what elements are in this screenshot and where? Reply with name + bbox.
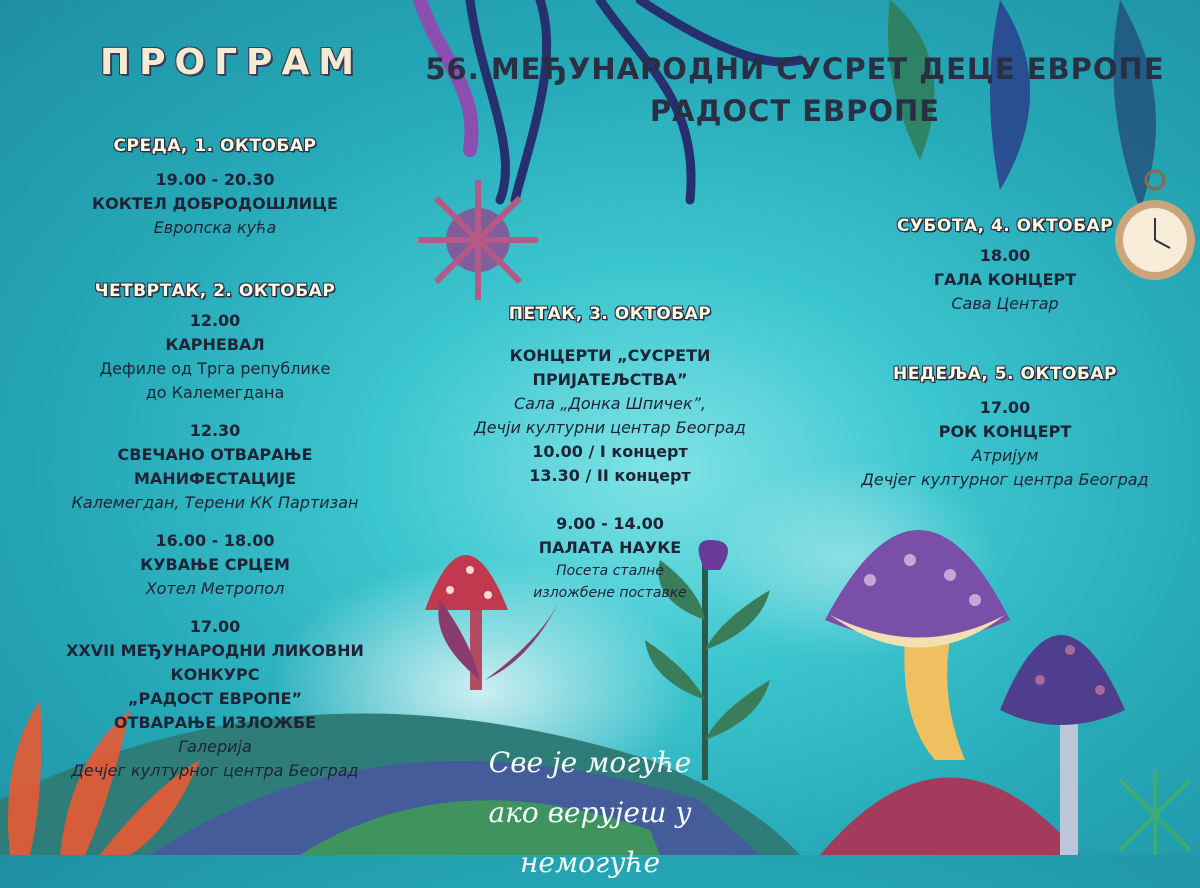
day-label: НЕДЕЉА, 5. ОКТОБАР bbox=[893, 364, 1117, 384]
event-detail: до Калемегдана bbox=[145, 383, 285, 402]
friday-block bbox=[445, 302, 775, 604]
event-venue: Дечјег културног центра Београд bbox=[71, 761, 359, 780]
event-name: КАРНЕВАЛ bbox=[165, 335, 265, 354]
event-name: КОКТЕЛ ДОБРОДОШЛИЦЕ bbox=[92, 194, 338, 213]
event-venue: Посета сталне bbox=[556, 563, 664, 579]
event-venue: Хотел Метропол bbox=[145, 579, 285, 598]
event-name: „РАДОСТ ЕВРОПЕ” bbox=[128, 689, 302, 708]
event-title-line: РАДОСТ ЕВРОПЕ bbox=[649, 94, 941, 128]
event-venue: Сала „Донка Шпичек”, bbox=[514, 394, 706, 413]
event-time: 9.00 - 14.00 bbox=[556, 514, 664, 533]
day-label: ЧЕТВРТАК, 2. ОКТОБАР bbox=[94, 281, 336, 301]
event-name: ГАЛА КОНЦЕРТ bbox=[933, 270, 1077, 289]
event-venue: Калемегдан, Терени КК Партизан bbox=[71, 493, 359, 512]
event-time: 17.00 bbox=[189, 617, 241, 636]
event-venue: изложбене поставке bbox=[533, 585, 687, 601]
slogan-line: Све је могуће bbox=[488, 746, 692, 779]
event-time: 13.30 / II концерт bbox=[529, 466, 691, 485]
event-title-line: 56. МЕЂУНАРОДНИ СУСРЕТ ДЕЦЕ ЕВРОПЕ bbox=[425, 52, 1165, 86]
event-detail: Дефиле од Трга републике bbox=[99, 359, 331, 378]
event-name: КУВАЊЕ СРЦЕМ bbox=[140, 555, 290, 574]
sun-flower bbox=[418, 180, 538, 300]
event-name: ПАЛАТА НАУКЕ bbox=[538, 538, 682, 557]
event-time: 18.00 bbox=[979, 246, 1031, 265]
event-venue: Сава Центар bbox=[951, 294, 1059, 313]
day-label: СРЕДА, 1. ОКТОБАР bbox=[113, 136, 317, 156]
event-name: СВЕЧАНО ОТВАРАЊЕ МАНИФЕСТАЦИЈЕ bbox=[117, 445, 313, 488]
event-name: РОК КОНЦЕРТ bbox=[938, 422, 1072, 441]
green-splash bbox=[1120, 770, 1190, 855]
sunday-block bbox=[835, 362, 1175, 492]
slogan bbox=[420, 738, 760, 888]
event-time: 16.00 - 18.00 bbox=[155, 531, 275, 550]
event-venue: Атријум bbox=[971, 446, 1039, 465]
event-title bbox=[420, 48, 1170, 132]
event-venue: Дечји културни центар Београд bbox=[474, 418, 746, 437]
thursday-block bbox=[40, 279, 390, 783]
event-name: XXVII МЕЂУНАРОДНИ ЛИКОВНИ КОНКУРС bbox=[66, 641, 364, 684]
event-time: 12.30 bbox=[189, 421, 241, 440]
program-title: ПРОГРАМ bbox=[100, 42, 364, 83]
event-time: 12.00 bbox=[189, 311, 241, 330]
event-time: 10.00 / I концерт bbox=[532, 442, 688, 461]
event-venue: Европска кућа bbox=[153, 218, 277, 237]
event-time: 19.00 - 20.30 bbox=[155, 170, 275, 189]
wednesday-block bbox=[60, 134, 370, 240]
event-name: ОТВАРАЊЕ ИЗЛОЖБЕ bbox=[113, 713, 317, 732]
event-venue: Галерија bbox=[178, 737, 252, 756]
day-label: ПЕТАК, 3. ОКТОБАР bbox=[508, 304, 712, 324]
slogan-line: ако верујеш у немогуће bbox=[488, 796, 692, 879]
event-name: КОНЦЕРТИ „СУСРЕТИ ПРИЈАТЕЉСТВА” bbox=[509, 346, 711, 389]
saturday-block bbox=[860, 214, 1150, 316]
day-label: СУБОТА, 4. ОКТОБАР bbox=[896, 216, 1114, 236]
event-venue: Дечјег културног центра Београд bbox=[861, 470, 1149, 489]
event-time: 17.00 bbox=[979, 398, 1031, 417]
